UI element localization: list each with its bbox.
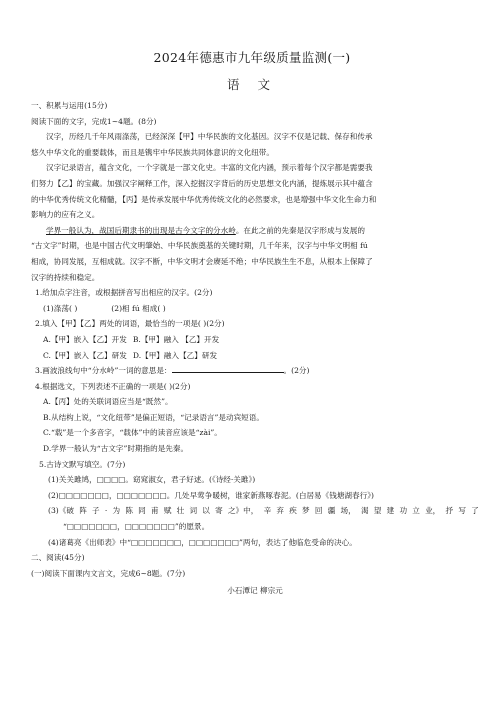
question-4-stem: 4.根据选文，下列表述不正确的一项是( )(2分) — [35, 381, 191, 391]
question-4-option-b: B.从结构上说，“文化纽带”是偏正短语，“记录语言”是动宾短语。 — [43, 412, 264, 422]
question-2-option-a: A.【甲】嵌入【乙】开发 — [43, 334, 127, 344]
question-1-options — [31, 301, 479, 317]
answer-blank — [172, 364, 284, 373]
question-5-line3-segment: 写 — [458, 506, 466, 516]
passage-p3-line4: 汉字的持续和稳定。 — [31, 272, 100, 282]
question-5-line3-segment: 寄 — [215, 506, 223, 516]
text-title: 小石潭记 柳宗元 — [227, 586, 283, 596]
question-2-option-d: D.【甲】融入【乙】研发 — [132, 350, 218, 360]
question-5-line3-segment: 立 — [412, 506, 420, 516]
passage-p2-line2: 们努力【乙】的宝藏。加强汉字阐释工作，深入挖掘汉字背后的历史思想文化内涵，提炼展示其中蕴含 — [31, 178, 373, 188]
question-2-row2 — [31, 348, 479, 364]
passage-p3-line1 — [31, 223, 479, 239]
question-5-line1: (1)关关雎鸠，□□□□。窈窕淑女，君子好逑。(《诗经·关雎》) — [48, 475, 256, 485]
question-5-line3-segment: 子 — [92, 506, 100, 516]
question-4-option-d: D.学界一般认为“古文字”时期指的是先秦。 — [43, 444, 189, 454]
question-2-option-b: B.【甲】融入 【乙】开发 — [132, 334, 220, 344]
question-5-line3-segment: 抒 — [445, 506, 454, 516]
passage-p3-line2: “古文字”时期，也是中国古代文明肇始、中华民族奠基的关键时期，几千年来，汉字与中华文明相 fú — [31, 241, 368, 251]
passage-p3-line3: 相成，协同发展，互相成就。汉字不断，中华文明才会赓延不绝；中华民族生生不息，从根本上保障了 — [31, 256, 373, 266]
question-5-line3-segment: 为 — [112, 506, 121, 516]
question-5-line3-segment: (3)《破 — [48, 506, 74, 516]
question-5-line3-segment: 甫 — [150, 506, 159, 516]
wavy-underlined-sentence: 学界一般认为，战国后期隶书的出现是古今文字的分水岭 — [46, 225, 236, 235]
question-5-line3-segment: 阵 — [79, 506, 87, 516]
passage-p3-line1-rest: 。在此之前的先秦是汉字形成与发展的 — [235, 225, 365, 235]
question-5-line4: (4)诸葛亮《出师表》中“□□□□□□□，□□□□□□□”两句，表达了他临危受命的决心。 — [48, 537, 357, 547]
section-2-heading: 二、阅读(45分) — [31, 553, 85, 563]
question-2-row1 — [31, 332, 479, 348]
question-5-line3-segment: 建 — [386, 506, 395, 516]
passage-p2-line3: 的中华优秀传统文化精髓，【丙】是传承发展中华优秀传统文化的必然要求，也是增强中华文化生命力和 — [31, 194, 377, 204]
passage-p1-line2: 悠久中华文化的重要载体，而且是镌牢中华民族共同体意识的文化纽带。 — [31, 147, 274, 157]
question-5-line3-segment: 了 — [471, 506, 479, 516]
question-5-line3-segment: 回 — [314, 506, 323, 516]
question-5-line3-segment: 壮 — [176, 506, 185, 516]
question-5-line3-segment: 辛 — [263, 506, 272, 516]
question-1-stem: 1.给加点字注音，或根据拼音写出相应的汉字。(2分) — [35, 288, 213, 298]
question-4-option-c: C.“载”是一个多音字，“载体”中的读音应该是“zài”。 — [43, 428, 222, 438]
passage-p1-line1: 汉字，历经几千年风雨涤荡，已经深深【甲】中华民族的文化基因。汉字不仅是记载、保存和传承 — [46, 132, 373, 142]
section-2-subheading: (一)阅读下面课内文言文，完成6~8题。(7分) — [31, 568, 186, 578]
question-5-line3-segment: 渴 — [360, 506, 369, 516]
subject-title: 语 文 — [227, 77, 277, 92]
question-5-line3-segment: 词 — [189, 506, 198, 516]
question-5-line3-segment: 功 — [399, 506, 408, 516]
question-5-line2: (2)□□□□□□□，□□□□□□□。几处早莺争暖树，谁家新燕啄春泥。(白居易《钱塘湖春行》) — [48, 490, 374, 500]
section-1-instruction: 阅读下面的文字，完成1~4题。(8分) — [31, 116, 157, 126]
question-5-line3-segment: · — [104, 506, 108, 516]
exam-content — [31, 98, 479, 599]
question-5-line3-segment: 望 — [373, 506, 382, 516]
question-1-part-a: (1)涤荡( ) — [43, 303, 78, 313]
passage-p2-line4: 影响力的应有之义。 — [31, 210, 100, 220]
question-3-end: 。(2分) — [283, 366, 310, 376]
question-5-line3-segment: 疆 — [327, 506, 336, 516]
question-3-stem: 3.画波浪线句中“分水岭”一词的意思是： — [35, 366, 172, 376]
question-5-line3-segment: 梦 — [302, 506, 310, 516]
question-2-option-c: C.【甲】嵌入【乙】研发 — [43, 350, 127, 360]
question-5-line3-segment: 场， — [340, 506, 356, 516]
passage-p2-line1: 汉字记录语言，蕴含文化，一个字就是一部文化史。丰富的文化内涵，预示着每个汉字都是需要我 — [46, 163, 373, 173]
question-5-line3-segment: 弃 — [276, 506, 284, 516]
question-5-stem: 5.古诗文默写填空。(7分) — [39, 459, 126, 469]
section-1-heading: 一、积累与运用(15分) — [31, 101, 108, 110]
question-5-line3-continued: “□□□□□□□，□□□□□□□”的愿景。 — [63, 522, 210, 532]
question-4-option-a: A.【丙】处的关联词语应当是“既然”。 — [43, 397, 173, 407]
question-5-line3-segment: 之》中， — [227, 506, 259, 516]
question-2-stem: 2.填入【甲】【乙】两处的词语，最恰当的一项是( )(2分) — [35, 319, 225, 329]
question-5-line3-segment: 赋 — [163, 506, 172, 516]
question-5-line3-segment: 疾 — [289, 506, 297, 516]
question-5-line3-segment: 陈 — [125, 506, 133, 516]
exam-title: 2024年德惠市九年级质量监测(一) — [153, 50, 351, 65]
question-5-line3 — [31, 503, 479, 519]
question-5-line3-segment: 以 — [202, 506, 210, 516]
question-1-part-b: (2)相 fú 相成( ) — [111, 303, 166, 313]
question-5-line3-segment: 业， — [425, 506, 441, 516]
question-3 — [31, 363, 479, 379]
question-5-line3-segment: 同 — [138, 506, 146, 516]
